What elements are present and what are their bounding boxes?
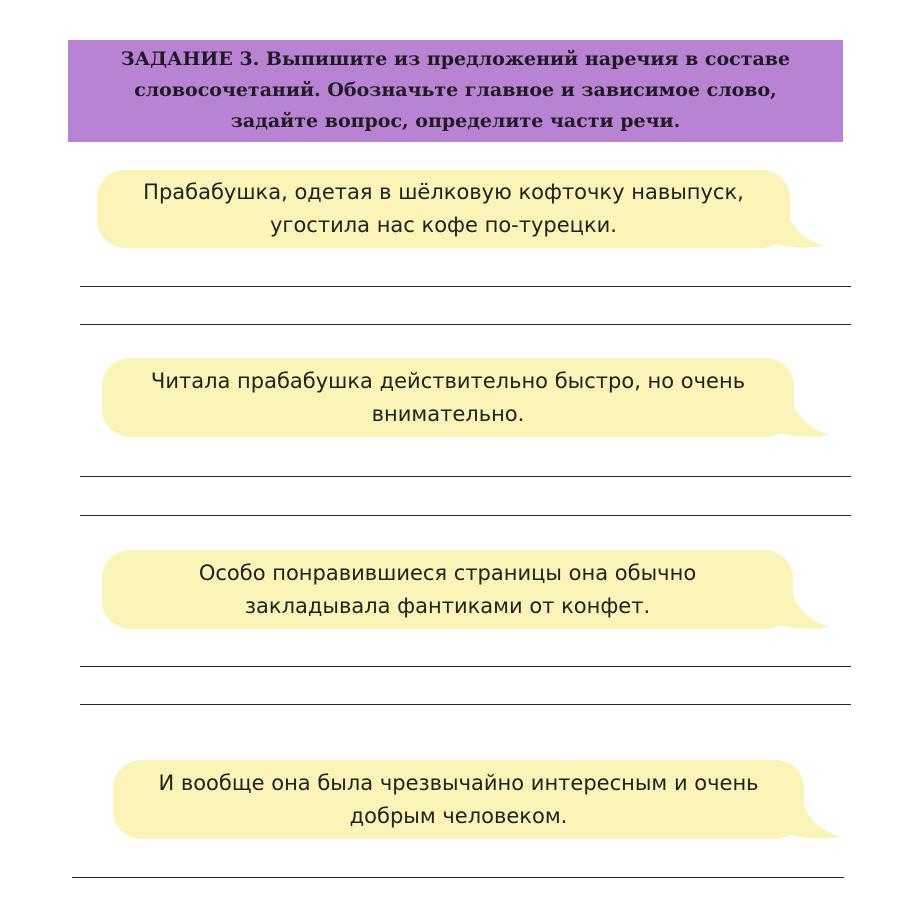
bubble-tail-icon <box>772 591 832 631</box>
answer-line-3b[interactable] <box>80 704 851 705</box>
task-instruction: ЗАДАНИЕ 3. Выпишите из предложений наречия в составе словосочетаний. Обозначьте главное и зависимое слово, задайте вопрос, определите части речи. <box>120 48 791 132</box>
answer-line-1b[interactable] <box>80 324 851 325</box>
sentence-bubble-1 <box>97 170 790 248</box>
sentence-bubble-2 <box>102 358 794 437</box>
bubble-tail-icon <box>783 801 843 841</box>
sentence-text-2: Читала прабабушка действительно быстро, но очень внимательно. <box>150 368 746 426</box>
answer-line-1a[interactable] <box>80 286 851 287</box>
bubble-tail-icon <box>772 399 832 439</box>
bubble-tail-icon <box>767 210 827 250</box>
answer-line-2a[interactable] <box>80 476 851 477</box>
answer-line-3a[interactable] <box>80 666 851 667</box>
sentence-text-4: И вообще она была чрезвычайно интересным и очень добрым человеком. <box>158 770 759 828</box>
answer-line-2b[interactable] <box>80 515 851 516</box>
sentence-bubble-4 <box>113 760 804 839</box>
sentence-text-3: Особо понравившиеся страницы она обычно закладывала фантиками от конфет. <box>198 560 697 618</box>
answer-line-4a[interactable] <box>72 877 844 878</box>
sentence-bubble-3 <box>102 550 793 629</box>
sentence-text-1: Прабабушка, одетая в шёлковую кофточку навыпуск, угостила нас кофе по-турецки. <box>143 180 744 237</box>
task-header <box>68 40 843 142</box>
